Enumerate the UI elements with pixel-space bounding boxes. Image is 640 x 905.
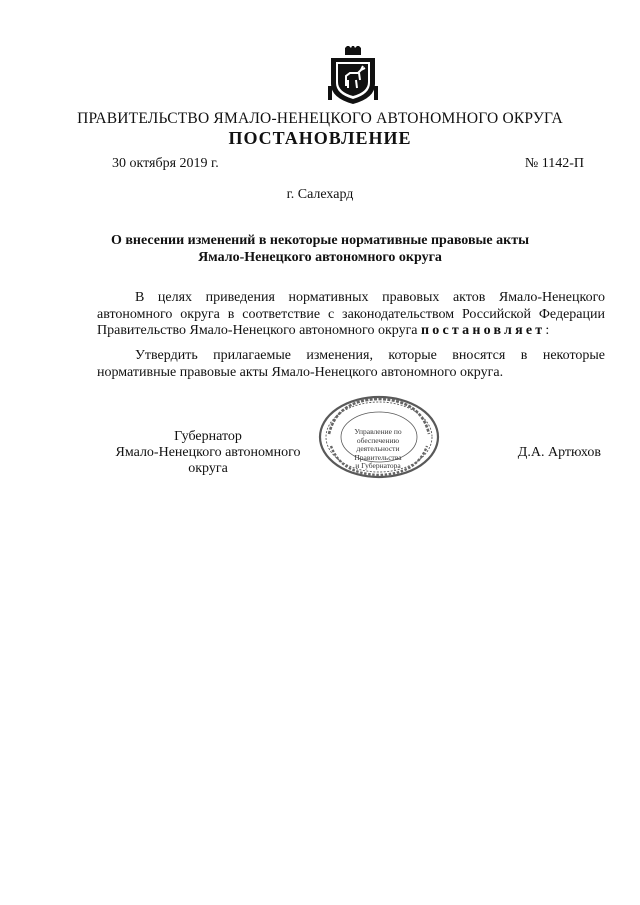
signatory-position-line-2: Ямало-Ненецкого автономного округа <box>115 445 301 476</box>
stamp-line: деятельности <box>356 444 400 454</box>
signatory-position <box>97 429 319 477</box>
signatory-name: Д.А. Артюхов <box>517 445 601 460</box>
document-type: ПОСТАНОВЛЕНИЕ <box>228 128 412 148</box>
document-title-line-2: Ямало-Ненецкого автономного округа <box>198 250 442 265</box>
stamp-line: и Губернатора <box>355 461 401 471</box>
preamble-text: В целях приведения нормативных правовых актов Ямало-Ненецкого автономного округа в соответствие с законодательством Российской Федерации Правительство Ямало-Ненецкого автономного округа <box>97 290 605 338</box>
organization-name: ПРАВИТЕЛЬСТВО ЯМАЛО-НЕНЕЦКОГО АВТОНОМНОГО ОКРУГА <box>77 110 563 127</box>
stamp-line: обеспечению <box>356 435 400 445</box>
signatory-position-line-1: Губернатор <box>174 429 242 444</box>
document-title-line-1: О внесении изменений в некоторые нормативные правовые акты <box>110 233 530 248</box>
stamp-line: Управление по <box>354 427 402 436</box>
coat-of-arms-icon <box>328 46 378 106</box>
document-city: г. Салехард <box>286 187 354 202</box>
paragraph-preamble <box>97 290 605 340</box>
stamp-line: Правительства <box>354 452 402 462</box>
preamble-colon: : <box>545 323 550 338</box>
document-date: 30 октября 2019 г. <box>112 156 219 171</box>
paragraph-resolution: Утвердить прилагаемые изменения, которые вносятся в некоторые нормативные правовые акты Ямало-Ненецкого автономного округа. <box>97 348 605 380</box>
preamble-verb: постановляет <box>421 323 546 338</box>
document-title <box>60 232 580 266</box>
stamp-text <box>345 428 411 471</box>
document-number: № 1142-П <box>524 156 584 171</box>
